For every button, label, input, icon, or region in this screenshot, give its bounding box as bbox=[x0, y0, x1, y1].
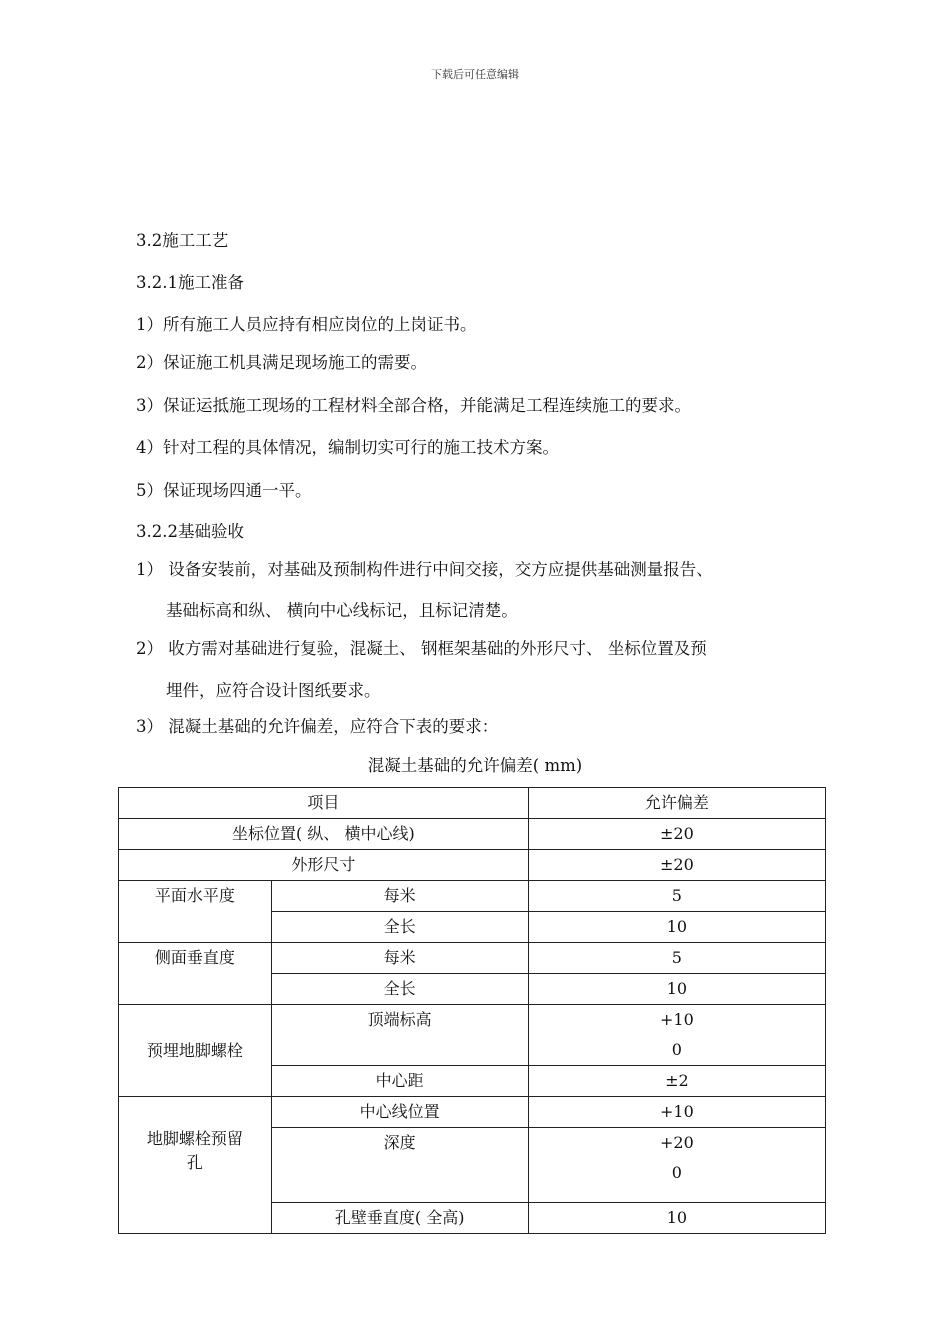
check-item-2-line-2: 埋件，应符合设计图纸要求。 bbox=[166, 681, 381, 700]
flatness-per-meter-value: 5 bbox=[528, 881, 825, 912]
prep-item-2: 2）保证施工机具满足现场施工的需要。 bbox=[136, 353, 427, 372]
table-row bbox=[119, 881, 826, 912]
check-item-1-line-2: 基础标高和纵、 横向中心线标记，且标记清楚。 bbox=[166, 601, 518, 620]
section-heading-3-2-2: 3.2.2基础验收 bbox=[136, 522, 244, 541]
bolt-hole-depth-value bbox=[528, 1128, 825, 1203]
flatness-label: 平面水平度 bbox=[119, 881, 272, 943]
bolt-hole-depth-lower: 0 bbox=[671, 1163, 682, 1182]
anchor-top-elevation-lower: 0 bbox=[671, 1040, 682, 1059]
section-heading-3-2: 3.2施工工艺 bbox=[136, 231, 229, 250]
flatness-full-value: 10 bbox=[528, 912, 825, 943]
verticality-label: 侧面垂直度 bbox=[119, 943, 272, 1005]
check-item-2-line-1: 2） 收方需对基础进行复验，混凝土、 钢框架基础的外形尺寸、 坐标位置及预 bbox=[136, 639, 707, 658]
coord-value: ±20 bbox=[528, 819, 825, 850]
bolt-hole-wall-label: 孔壁垂直度( 全高) bbox=[271, 1203, 528, 1234]
table-caption: 混凝土基础的允许偏差( mm) bbox=[367, 756, 583, 775]
bolt-hole-wall-value: 10 bbox=[528, 1203, 825, 1234]
anchor-top-elevation-value bbox=[528, 1005, 825, 1066]
flatness-full-label: 全长 bbox=[271, 912, 528, 943]
bolt-hole-depth-upper: +20 bbox=[659, 1133, 694, 1152]
bolt-hole-depth-label: 深度 bbox=[271, 1128, 528, 1203]
table-row bbox=[119, 1005, 826, 1066]
check-item-3: 3） 混凝土基础的允许偏差，应符合下表的要求： bbox=[136, 717, 499, 736]
verticality-per-meter-label: 每米 bbox=[271, 943, 528, 974]
prep-item-3: 3）保证运抵施工现场的工程材料全部合格，并能满足工程连续施工的要求。 bbox=[136, 396, 691, 415]
anchor-center-distance-label: 中心距 bbox=[271, 1066, 528, 1097]
header-item: 项目 bbox=[119, 788, 529, 819]
prep-item-5: 5）保证现场四通一平。 bbox=[136, 481, 312, 500]
prep-item-1: 1）所有施工人员应持有相应岗位的上岗证书。 bbox=[136, 315, 477, 334]
table-row bbox=[119, 819, 826, 850]
header-tolerance: 允许偏差 bbox=[528, 788, 825, 819]
anchor-bolt-label: 预埋地脚螺栓 bbox=[119, 1005, 272, 1097]
verticality-per-meter-value: 5 bbox=[528, 943, 825, 974]
table-row bbox=[119, 1097, 826, 1128]
bolt-hole-label: 地脚螺栓预留孔 bbox=[119, 1097, 272, 1234]
anchor-center-distance-value: ±2 bbox=[528, 1066, 825, 1097]
check-item-1-line-1: 1） 设备安装前，对基础及预制构件进行中间交接，交方应提供基础测量报告、 bbox=[136, 560, 713, 579]
table-row bbox=[119, 850, 826, 881]
prep-item-4: 4）针对工程的具体情况，编制切实可行的施工技术方案。 bbox=[136, 438, 559, 457]
section-heading-3-2-1: 3.2.1施工准备 bbox=[136, 273, 244, 292]
bolt-hole-center-line-label: 中心线位置 bbox=[271, 1097, 528, 1128]
coord-label: 坐标位置( 纵、 横中心线) bbox=[119, 819, 529, 850]
shape-value: ±20 bbox=[528, 850, 825, 881]
shape-label: 外形尺寸 bbox=[119, 850, 529, 881]
verticality-full-label: 全长 bbox=[271, 974, 528, 1005]
tolerance-table bbox=[118, 787, 826, 1234]
page-header: 下载后可任意编辑 bbox=[431, 68, 519, 81]
flatness-per-meter-label: 每米 bbox=[271, 881, 528, 912]
table-row bbox=[119, 943, 826, 974]
anchor-top-elevation-label: 顶端标高 bbox=[271, 1005, 528, 1066]
anchor-top-elevation-upper: +10 bbox=[659, 1010, 694, 1029]
verticality-full-value: 10 bbox=[528, 974, 825, 1005]
table-header-row bbox=[119, 788, 826, 819]
bolt-hole-center-line-value: +10 bbox=[528, 1097, 825, 1128]
